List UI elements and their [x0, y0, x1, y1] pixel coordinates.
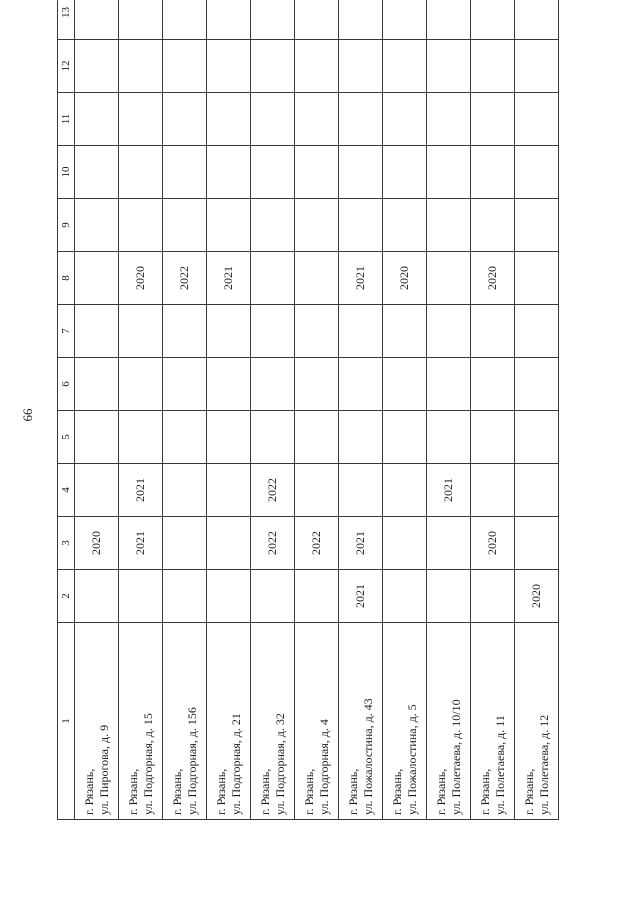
address-cell — [207, 623, 251, 820]
year-cell — [471, 411, 515, 464]
year-cell — [295, 0, 339, 40]
year-cell — [383, 517, 427, 570]
table-row — [515, 0, 559, 820]
column-number: 1 — [58, 623, 75, 820]
address-city: г. Рязань, — [433, 768, 448, 815]
year-cell: 2021 — [339, 252, 383, 305]
year-cell — [471, 40, 515, 93]
year-cell — [75, 93, 119, 146]
year-cell — [339, 146, 383, 199]
address-street: ул. Пожалостина, д. 5 — [404, 704, 419, 815]
year-cell — [75, 358, 119, 411]
year-cell: 2021 — [339, 570, 383, 623]
year-cell — [75, 0, 119, 40]
year-cell — [383, 305, 427, 358]
year-cell — [427, 517, 471, 570]
year-cell — [471, 146, 515, 199]
year-cell — [163, 40, 207, 93]
year-cell — [251, 305, 295, 358]
year-cell — [163, 93, 207, 146]
year-cell — [75, 252, 119, 305]
year-cell — [251, 358, 295, 411]
column-number: 10 — [58, 146, 75, 199]
year-cell — [339, 199, 383, 252]
year-cell — [295, 464, 339, 517]
address-cell — [515, 623, 559, 820]
address-city: г. Рязань, — [81, 768, 96, 815]
year-cell — [339, 358, 383, 411]
year-cell — [207, 517, 251, 570]
year-cell — [427, 411, 471, 464]
column-number: 8 — [58, 252, 75, 305]
address-cell — [119, 623, 163, 820]
year-cell — [75, 199, 119, 252]
year-cell — [515, 199, 559, 252]
year-cell — [427, 0, 471, 40]
table-row — [471, 0, 515, 820]
year-cell — [295, 93, 339, 146]
year-cell — [383, 199, 427, 252]
year-cell — [163, 199, 207, 252]
year-cell: 2021 — [207, 252, 251, 305]
column-number: 9 — [58, 199, 75, 252]
year-cell — [251, 252, 295, 305]
year-cell — [515, 358, 559, 411]
year-cell — [339, 305, 383, 358]
year-cell — [427, 40, 471, 93]
table-row — [75, 0, 119, 820]
year-cell — [163, 305, 207, 358]
address-cell — [427, 623, 471, 820]
address-city: г. Рязань, — [389, 768, 404, 815]
year-cell — [383, 464, 427, 517]
year-cell — [207, 570, 251, 623]
year-cell: 2021 — [119, 464, 163, 517]
year-cell — [251, 411, 295, 464]
year-cell — [471, 305, 515, 358]
address-cell — [383, 623, 427, 820]
year-cell: 2020 — [383, 252, 427, 305]
table-row — [207, 0, 251, 820]
year-cell — [471, 199, 515, 252]
year-cell — [295, 305, 339, 358]
year-cell — [163, 358, 207, 411]
year-cell — [119, 146, 163, 199]
year-cell — [383, 411, 427, 464]
column-number: 4 — [58, 464, 75, 517]
address-city: г. Рязань, — [257, 768, 272, 815]
year-cell: 2020 — [471, 252, 515, 305]
year-cell — [427, 570, 471, 623]
year-cell — [383, 146, 427, 199]
year-cell — [383, 358, 427, 411]
address-cell — [295, 623, 339, 820]
year-cell — [207, 199, 251, 252]
table-viewport — [57, 7, 559, 820]
year-cell — [427, 199, 471, 252]
table-row — [383, 0, 427, 820]
column-number: 3 — [58, 517, 75, 570]
year-cell: 2020 — [515, 570, 559, 623]
address-street: ул. Подгорная, д. 21 — [228, 713, 243, 815]
year-cell — [427, 252, 471, 305]
year-cell: 2022 — [295, 517, 339, 570]
year-cell — [207, 146, 251, 199]
year-cell — [207, 305, 251, 358]
year-cell — [251, 0, 295, 40]
year-cell — [515, 40, 559, 93]
address-cell — [251, 623, 295, 820]
year-cell — [207, 0, 251, 40]
year-cell — [383, 40, 427, 93]
year-cell — [163, 0, 207, 40]
year-cell — [339, 0, 383, 40]
page-number: 66 — [20, 408, 35, 422]
year-cell: 2020 — [75, 517, 119, 570]
year-cell: 2021 — [427, 464, 471, 517]
year-cell — [295, 146, 339, 199]
year-cell: 2020 — [471, 517, 515, 570]
column-number: 5 — [58, 411, 75, 464]
address-street: ул. Подгорная, д. 156 — [184, 707, 199, 815]
year-cell — [251, 146, 295, 199]
year-cell — [295, 40, 339, 93]
year-cell — [163, 146, 207, 199]
year-cell — [75, 464, 119, 517]
year-cell — [119, 40, 163, 93]
table-row — [295, 0, 339, 820]
column-number: 2 — [58, 570, 75, 623]
year-cell — [515, 517, 559, 570]
address-cell — [75, 623, 119, 820]
year-cell — [515, 464, 559, 517]
year-cell — [427, 93, 471, 146]
column-number: 12 — [58, 40, 75, 93]
year-cell — [515, 252, 559, 305]
address-city: г. Рязань, — [213, 768, 228, 815]
address-city: г. Рязань, — [125, 768, 140, 815]
year-cell — [119, 93, 163, 146]
address-street: ул. Подгорная, д. 32 — [272, 713, 287, 815]
address-cell — [339, 623, 383, 820]
year-cell — [295, 570, 339, 623]
year-cell — [251, 199, 295, 252]
year-cell — [119, 0, 163, 40]
address-street: ул. Полетаева, д. 11 — [492, 715, 507, 815]
year-cell — [471, 358, 515, 411]
address-street: ул. Полетаева, д. 10/10 — [448, 699, 463, 815]
year-cell — [119, 411, 163, 464]
repair-schedule-table — [57, 0, 559, 820]
year-cell — [295, 252, 339, 305]
year-cell — [251, 570, 295, 623]
year-cell — [471, 0, 515, 40]
column-number: 7 — [58, 305, 75, 358]
year-cell — [471, 464, 515, 517]
address-city: г. Рязань, — [301, 768, 316, 815]
year-cell — [75, 570, 119, 623]
table-row — [119, 0, 163, 820]
year-cell — [427, 358, 471, 411]
address-street: ул. Подгорная, д. 4 — [316, 719, 331, 815]
year-cell: 2022 — [251, 517, 295, 570]
year-cell — [119, 570, 163, 623]
year-cell — [75, 305, 119, 358]
year-cell — [163, 570, 207, 623]
year-cell — [207, 40, 251, 93]
address-city: г. Рязань, — [169, 768, 184, 815]
address-street: ул. Полетаева, д. 12 — [536, 714, 551, 815]
year-cell — [163, 411, 207, 464]
year-cell — [119, 358, 163, 411]
address-street: ул. Пожалостина, д. 43 — [360, 698, 375, 815]
year-cell — [339, 40, 383, 93]
year-cell — [207, 464, 251, 517]
year-cell — [339, 411, 383, 464]
year-cell — [515, 305, 559, 358]
year-cell — [75, 146, 119, 199]
table-row — [339, 0, 383, 820]
column-number: 13 — [58, 0, 75, 40]
column-number-row — [58, 0, 75, 820]
year-cell — [119, 305, 163, 358]
year-cell — [295, 358, 339, 411]
rotated-table-wrapper — [57, 7, 559, 820]
year-cell — [339, 464, 383, 517]
year-cell: 2021 — [119, 517, 163, 570]
column-number: 11 — [58, 93, 75, 146]
address-city: г. Рязань, — [345, 768, 360, 815]
year-cell — [471, 93, 515, 146]
year-cell: 2021 — [339, 517, 383, 570]
table-row — [163, 0, 207, 820]
year-cell — [295, 199, 339, 252]
year-cell — [207, 411, 251, 464]
year-cell — [427, 146, 471, 199]
year-cell: 2022 — [163, 252, 207, 305]
year-cell: 2020 — [119, 252, 163, 305]
year-cell — [251, 40, 295, 93]
address-street: ул. Подгорная, д. 15 — [140, 713, 155, 815]
address-city: г. Рязань, — [477, 768, 492, 815]
column-number: 6 — [58, 358, 75, 411]
address-cell — [471, 623, 515, 820]
year-cell — [163, 464, 207, 517]
year-cell — [119, 199, 163, 252]
address-city: г. Рязань, — [521, 768, 536, 815]
year-cell — [75, 411, 119, 464]
year-cell — [207, 358, 251, 411]
year-cell — [515, 411, 559, 464]
year-cell — [515, 93, 559, 146]
year-cell — [515, 0, 559, 40]
year-cell — [471, 570, 515, 623]
table-row — [427, 0, 471, 820]
year-cell — [383, 93, 427, 146]
year-cell — [383, 570, 427, 623]
year-cell — [427, 305, 471, 358]
year-cell — [207, 93, 251, 146]
year-cell — [339, 93, 383, 146]
year-cell — [251, 93, 295, 146]
year-cell — [515, 146, 559, 199]
year-cell: 2022 — [251, 464, 295, 517]
year-cell — [383, 0, 427, 40]
address-street: ул. Пирогова, д. 9 — [96, 724, 111, 815]
address-cell — [163, 623, 207, 820]
year-cell — [75, 40, 119, 93]
year-cell — [295, 411, 339, 464]
year-cell — [163, 517, 207, 570]
table-row — [251, 0, 295, 820]
